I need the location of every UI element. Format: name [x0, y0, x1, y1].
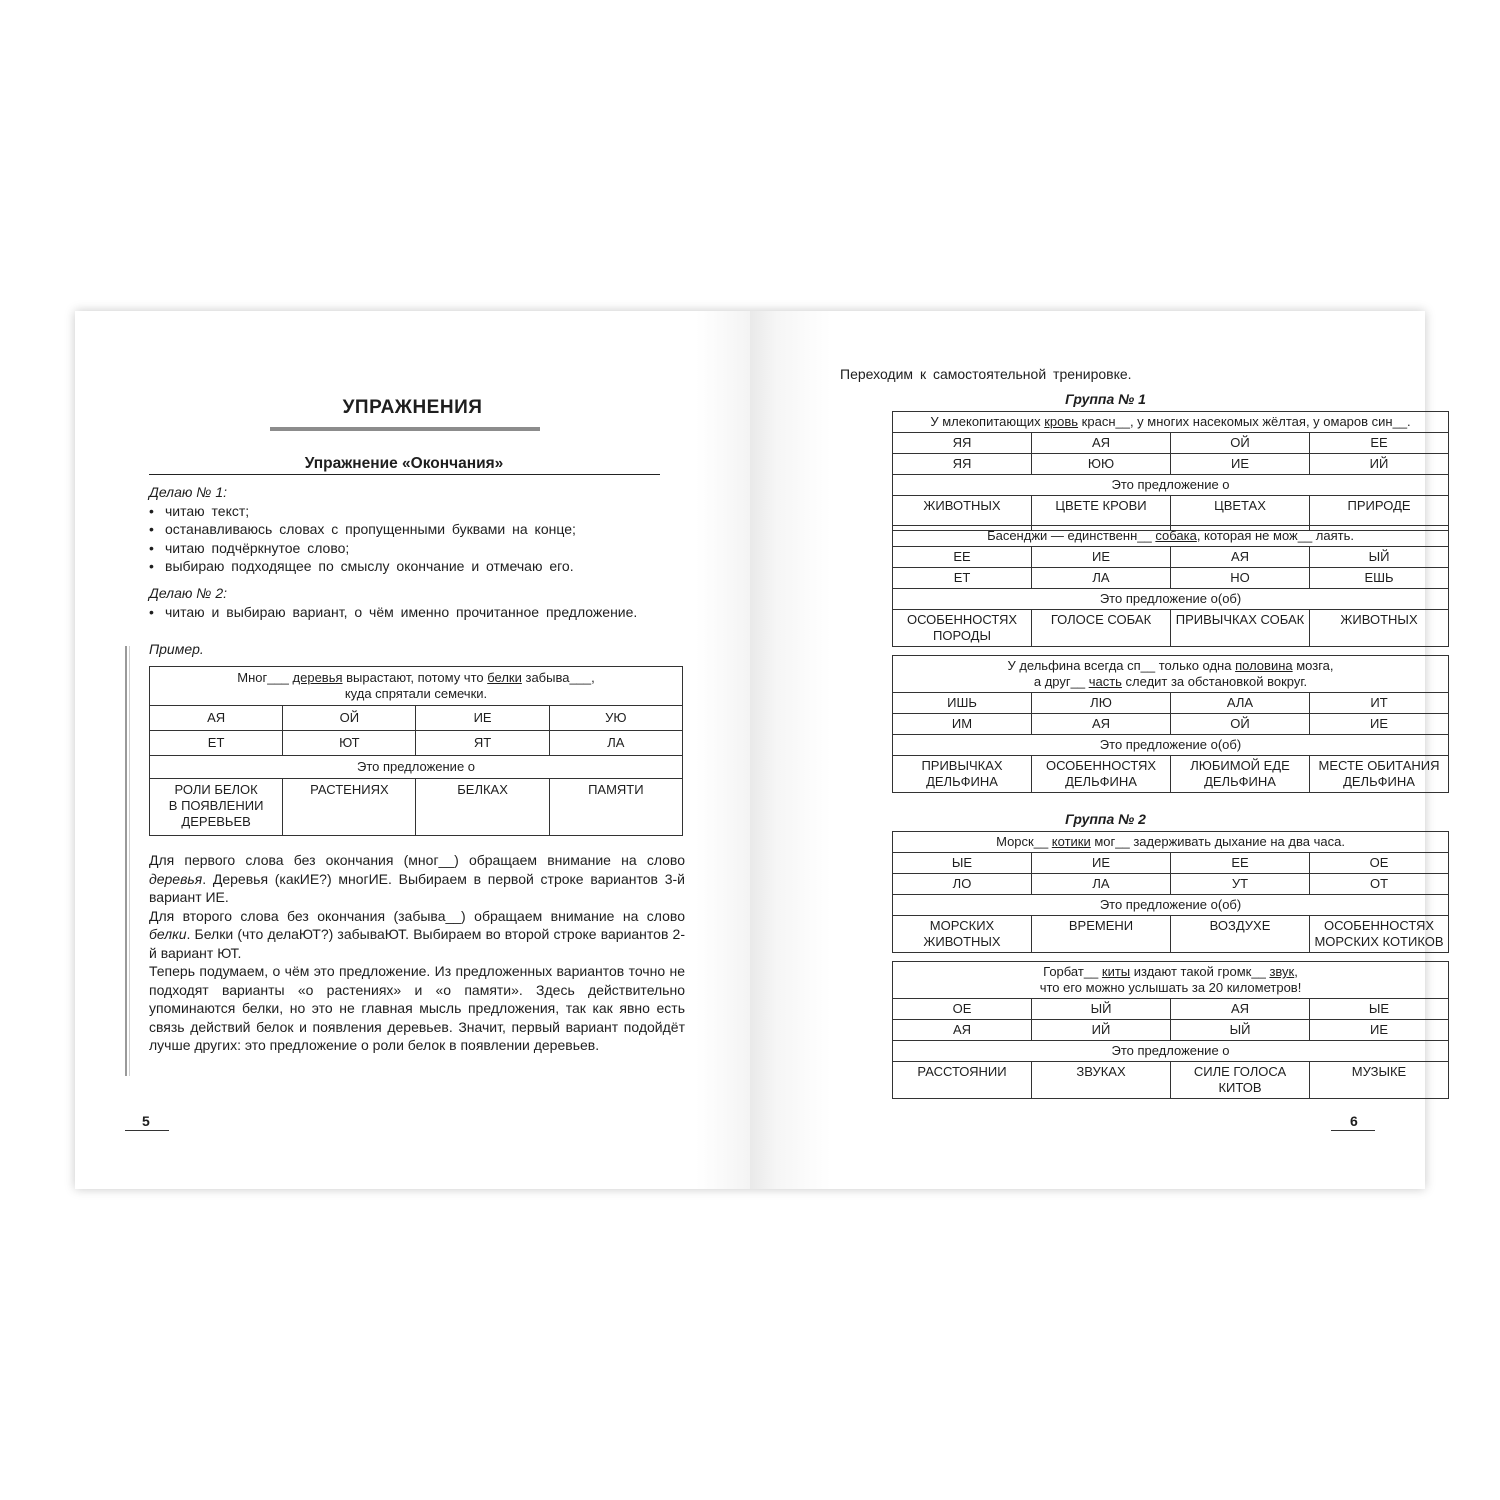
ending-options-row	[150, 731, 683, 756]
ending-option: ЕТ	[893, 568, 1032, 589]
ending-option: ИЙ	[1032, 1020, 1171, 1041]
about-label: Это предложение о(об)	[893, 589, 1449, 610]
ending-option: АЯ	[1171, 999, 1310, 1020]
sentence-row	[893, 412, 1449, 433]
topic-option: РАСТЕНИЯХ	[283, 779, 416, 836]
group-title: Группа № 1	[1065, 391, 1146, 407]
ending-options-row	[893, 568, 1449, 589]
ending-option: ЮТ	[283, 731, 416, 756]
ending-option: ЛА	[1032, 874, 1171, 895]
exercise-block	[892, 411, 1449, 531]
title-underline	[270, 427, 540, 431]
text-run: а друг__	[1033, 674, 1089, 689]
ending-option: ОЙ	[283, 706, 416, 731]
step2-list	[149, 603, 669, 622]
ending-option: ЫЕ	[893, 853, 1032, 874]
group-title: Группа № 2	[1065, 811, 1146, 827]
text-run: Морск__	[996, 834, 1052, 849]
ending-option: ИТ	[1310, 693, 1449, 714]
ending-options-row	[893, 1020, 1449, 1041]
ending-option: УЮ	[549, 706, 682, 731]
ending-option: ЕШЬ	[1310, 568, 1449, 589]
ending-option: УТ	[1171, 874, 1310, 895]
sentence-row	[893, 526, 1449, 547]
topic-option: ПРИВЫЧКАХ СОБАК	[1171, 610, 1310, 647]
ending-option: ЯЯ	[893, 454, 1032, 475]
topic-option: БЕЛКАХ	[416, 779, 549, 836]
topic-options-row	[893, 610, 1449, 647]
about-label: Это предложение о(об)	[893, 895, 1449, 916]
underlined-word: белки	[487, 670, 522, 685]
exercise-table	[892, 655, 1449, 793]
text-run: Теперь подумаем, о чём это предложение. Из предложенных вариантов точно не подходят варианты «о растениях» и «о памяти». Здесь действительно упоминаются белки, но это не главная мысль предложения, так как явно есть связь действий белок и появления деревьев. Значит, первый вариант подойдёт лучше других: это предложение о роли белок в появлении деревьев.	[149, 963, 685, 1053]
text-run: . Деревья (какИЕ?) многИЕ. Выбираем в первой строке вариантов 3-й вариант ИЕ.	[149, 870, 685, 905]
text-run: Горбат__	[1043, 964, 1102, 979]
list-item: • читаю текст;	[165, 502, 669, 521]
text-run: У дельфина всегда сп__ только одна	[1007, 658, 1236, 673]
text-run: мог__ задерживать дыхание на два часа.	[1090, 834, 1345, 849]
ending-option: ОЕ	[893, 999, 1032, 1020]
topic-option: ПРИРОДЕ	[1310, 496, 1449, 531]
step2-block	[149, 584, 669, 621]
ending-option: ЕТ	[150, 731, 283, 756]
text-run: что его можно услышать за 20 километров!	[1039, 980, 1302, 995]
ending-options-row	[893, 433, 1449, 454]
page-title: УПРАЖНЕНИЯ	[342, 397, 483, 418]
about-row	[893, 589, 1449, 610]
text-run: У млекопитающих	[930, 414, 1045, 429]
ending-option: ИЕ	[1032, 853, 1171, 874]
text-run: забыва___,	[521, 670, 595, 685]
topic-option: ГОЛОСЕ СОБАК	[1032, 610, 1171, 647]
topic-options-row	[893, 756, 1449, 793]
underlined-word: часть	[1088, 674, 1122, 689]
step1-list	[149, 502, 669, 576]
exercise-table	[892, 411, 1449, 531]
step2-heading: Делаю № 2:	[149, 585, 228, 601]
explanation-text	[149, 851, 685, 1055]
ending-option: ЕЕ	[1171, 853, 1310, 874]
about-label: Это предложение о	[893, 475, 1449, 496]
topic-option: МОРСКИХ ЖИВОТНЫХ	[893, 916, 1032, 953]
sentence-row	[893, 832, 1449, 853]
list-item: • читаю и выбираю вариант, о чём именно прочитанное предложение.	[165, 603, 669, 622]
book-spread	[75, 311, 1444, 1189]
about-row	[893, 475, 1449, 496]
ending-option: ЫЕ	[1310, 999, 1449, 1020]
intro-text: Переходим к самостоятельной тренировке.	[840, 366, 1132, 382]
ending-option: АЯ	[1171, 547, 1310, 568]
about-row	[893, 895, 1449, 916]
page-number-rule-left	[125, 1130, 169, 1131]
topic-option: ВОЗДУХЕ	[1171, 916, 1310, 953]
ending-option: ИЕ	[1310, 714, 1449, 735]
ending-option: ИМ	[893, 714, 1032, 735]
about-row	[893, 1041, 1449, 1062]
underlined-word: кровь	[1044, 414, 1079, 429]
list-item: • останавливаюсь словах с пропущенными буквами на конце;	[165, 520, 669, 539]
topic-option: РАССТОЯНИИ	[893, 1062, 1032, 1099]
exercise-table	[149, 666, 683, 836]
underlined-word: собака	[1155, 528, 1197, 543]
ending-option: НО	[1171, 568, 1310, 589]
exercise-sentence	[150, 667, 683, 706]
explanation-paragraph	[149, 907, 685, 963]
exercise-table	[892, 525, 1449, 647]
exercise-block	[892, 525, 1449, 647]
text-run: куда спрятали семечки.	[344, 686, 488, 701]
topic-option: РОЛИ БЕЛОК В ПОЯВЛЕНИИ ДЕРЕВЬЕВ	[150, 779, 283, 836]
topic-option: ВРЕМЕНИ	[1032, 916, 1171, 953]
text-run: Мног___	[237, 670, 293, 685]
list-item: • читаю подчёркнутое слово;	[165, 539, 669, 558]
topic-option: ЖИВОТНЫХ	[893, 496, 1032, 531]
text-run: следит за обстановкой вокруг.	[1121, 674, 1308, 689]
ending-option: АЯ	[1032, 433, 1171, 454]
ending-option: ЛО	[893, 874, 1032, 895]
text-run: красн__, у многих насекомых жёлтая, у омаров син__.	[1078, 414, 1411, 429]
list-item: • выбираю подходящее по смыслу окончание и отмечаю его.	[165, 557, 669, 576]
ending-option: ЕЕ	[893, 547, 1032, 568]
exercise-table	[892, 961, 1449, 1099]
topic-options-row	[150, 779, 683, 836]
ending-option: ИЕ	[1171, 454, 1310, 475]
page-number-rule-right	[1331, 1130, 1375, 1131]
topic-option: ЗВУКАХ	[1032, 1062, 1171, 1099]
ending-options-row	[893, 454, 1449, 475]
ending-option: ЛА	[549, 731, 682, 756]
ending-option: ЛА	[1032, 568, 1171, 589]
about-label: Это предложение о	[893, 1041, 1449, 1062]
ending-option: ИЕ	[1310, 1020, 1449, 1041]
exercise-sentence	[893, 412, 1449, 433]
ending-options-row	[893, 999, 1449, 1020]
explanation-paragraph	[149, 851, 685, 907]
topic-option: ОСОБЕННОСТЯХ ПОРОДЫ	[893, 610, 1032, 647]
ending-option: ОЙ	[1171, 433, 1310, 454]
about-row	[893, 735, 1449, 756]
exercise-block	[892, 961, 1449, 1099]
italic-word: белки	[149, 926, 187, 942]
text-run: мозга,	[1292, 658, 1334, 673]
topic-option: МУЗЫКЕ	[1310, 1062, 1449, 1099]
page-number-right: 6	[1350, 1113, 1358, 1129]
text-run: Басенджи — единственн__	[987, 528, 1156, 543]
topic-option: МЕСТЕ ОБИТАНИЯ ДЕЛЬФИНА	[1310, 756, 1449, 793]
about-label: Это предложение о(об)	[893, 735, 1449, 756]
underlined-word: котики	[1051, 834, 1091, 849]
ending-option: ИШЬ	[893, 693, 1032, 714]
sidebar-rule-secondary	[129, 646, 130, 1076]
text-run: вырастают, потому что	[342, 670, 488, 685]
exercise-block	[892, 655, 1449, 793]
topic-option: ЦВЕТЕ КРОВИ	[1032, 496, 1171, 531]
italic-word: деревья	[149, 870, 203, 887]
ending-options-row	[893, 547, 1449, 568]
ending-option: ЕЕ	[1310, 433, 1449, 454]
ending-option: ИЕ	[1032, 547, 1171, 568]
ending-options-row	[893, 693, 1449, 714]
ending-option: АЯ	[893, 1020, 1032, 1041]
sidebar-rule	[125, 646, 127, 1076]
text-run: ,	[1294, 964, 1298, 979]
exercise-subtitle: Упражнение «Окончания»	[304, 455, 504, 472]
topic-options-row	[893, 916, 1449, 953]
about-row	[150, 756, 683, 779]
ending-option: ОЕ	[1310, 853, 1449, 874]
topic-option: ЦВЕТАХ	[1171, 496, 1310, 531]
text-run: издают такой громк__	[1130, 964, 1270, 979]
text-run: , которая не мож__ лаять.	[1196, 528, 1354, 543]
ending-option: ОТ	[1310, 874, 1449, 895]
exercise-table	[892, 831, 1449, 953]
step1-heading: Делаю № 1:	[149, 484, 228, 500]
ending-option: ЯЯ	[893, 433, 1032, 454]
ending-options-row	[150, 706, 683, 731]
explanation-paragraph	[149, 962, 685, 1055]
exercise-sentence	[893, 832, 1449, 853]
ending-options-row	[893, 853, 1449, 874]
ending-option: ИЙ	[1310, 454, 1449, 475]
underlined-word: деревья	[292, 670, 343, 685]
underlined-word: половина	[1235, 658, 1293, 673]
left-page	[75, 311, 750, 1189]
topic-option: ОСОБЕННОСТЯХ ДЕЛЬФИНА	[1032, 756, 1171, 793]
ending-option: ЫЙ	[1171, 1020, 1310, 1041]
sentence-row	[893, 962, 1449, 999]
page-number-left: 5	[142, 1113, 150, 1129]
sentence-row	[893, 656, 1449, 693]
example-table-wrap	[149, 666, 683, 836]
exercise-block	[892, 831, 1449, 953]
exercise-sentence	[893, 962, 1449, 999]
topic-option: ОСОБЕННОСТЯХ МОРСКИХ КОТИКОВ	[1310, 916, 1449, 953]
step1-block	[149, 483, 669, 576]
text-run: . Белки (что делаЮТ?) забываЮТ. Выбираем во второй строке вариантов 2-й вариант ЮТ.	[149, 926, 685, 961]
ending-option: ЫЙ	[1032, 999, 1171, 1020]
ending-option: АЛА	[1171, 693, 1310, 714]
text-run: Для второго слова без окончания (забыва__) обращаем внимание на слово	[149, 907, 685, 924]
about-label: Это предложение о	[150, 756, 683, 779]
exercise-sentence	[893, 526, 1449, 547]
topic-option: ПАМЯТИ	[549, 779, 682, 836]
ending-option: ИЕ	[416, 706, 549, 731]
ending-option: ЫЙ	[1310, 547, 1449, 568]
subtitle-underline	[149, 474, 660, 475]
topic-option: СИЛЕ ГОЛОСА КИТОВ	[1171, 1062, 1310, 1099]
underlined-word: звук	[1269, 964, 1295, 979]
topic-option: ПРИВЫЧКАХ ДЕЛЬФИНА	[893, 756, 1032, 793]
exercise-sentence	[893, 656, 1449, 693]
ending-option: ЮЮ	[1032, 454, 1171, 475]
topic-option: ЖИВОТНЫХ	[1310, 610, 1449, 647]
ending-option: ОЙ	[1171, 714, 1310, 735]
ending-option: ЯТ	[416, 731, 549, 756]
ending-option: АЯ	[150, 706, 283, 731]
ending-option: АЯ	[1032, 714, 1171, 735]
example-label: Пример.	[149, 641, 204, 657]
ending-option: ЛЮ	[1032, 693, 1171, 714]
ending-options-row	[893, 874, 1449, 895]
underlined-word: киты	[1101, 964, 1131, 979]
topic-option: ЛЮБИМОЙ ЕДЕ ДЕЛЬФИНА	[1171, 756, 1310, 793]
right-page	[750, 311, 1444, 1189]
sentence-row	[150, 667, 683, 706]
topic-options-row	[893, 1062, 1449, 1099]
text-run: Для первого слова без окончания (мног__) обращаем внимание на слово	[149, 852, 685, 868]
ending-options-row	[893, 714, 1449, 735]
